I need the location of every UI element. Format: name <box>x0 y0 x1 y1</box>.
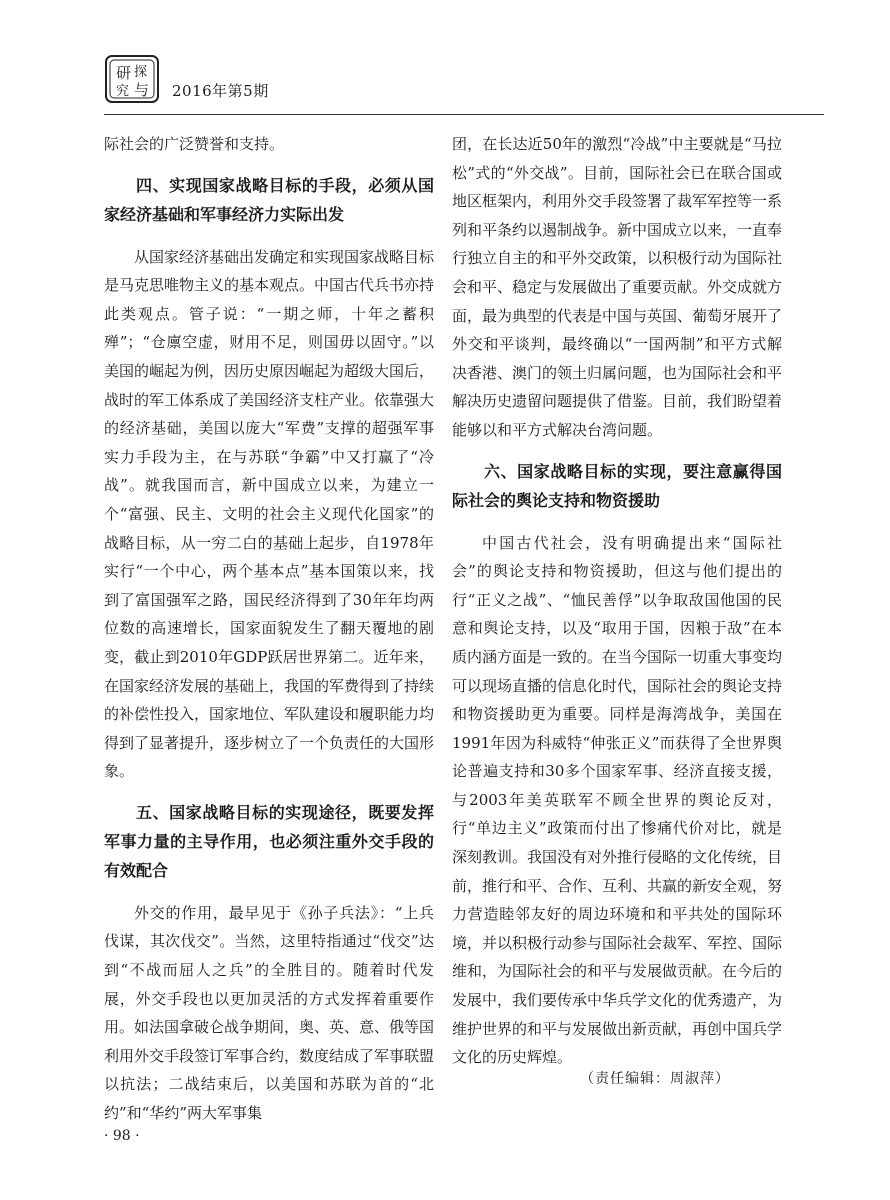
page-header <box>104 54 824 112</box>
paragraph: 外交的作用，最早见于《孙子兵法》：“上兵伐谋，其次伐交”。当然，这里特指通过“伐交”达到“不战而屈人之兵”的全胜目的。随着时代发展，外交手段也以更加灵活的方式发挥着重要作用。如法国拿破仑战争期间，奥、英、意、俄等国利用外交手段签订军事合约，数度结成了军事联盟以抗法；二战结束后，以美国和苏联为首的“北约”和“华约”两大军事集 <box>104 903 435 1123</box>
header-divider <box>104 114 824 115</box>
svg-text:研: 研 <box>116 64 132 82</box>
editor-credit: （责任编辑：周淑萍） <box>580 1071 730 1087</box>
issue-label: 2016年第5期 <box>172 82 269 100</box>
svg-text:究: 究 <box>116 84 130 99</box>
section-heading-4: 四、实现国家战略目标的手段，必须从国家经济基础和军事经济力实际出发 <box>104 175 434 224</box>
left-column <box>104 130 434 1128</box>
paragraph: 团，在长达近50年的激烈“冷战”中主要就是“马拉松”式的“外交战”。目前，国际社会已在联合国或地区框架内，利用外交手段签署了裁军军控等一系列和平条约以遏制战争。新中国成立以来，一直奉行独立自主的和平外交政策，以积极行动为国际社会和平、稳定与发展做出了重要贡献。外交成就方面，最为典型的代表是中国与英国、葡萄牙展开了外交和平谈判，最终确以“一国两制”和平方式解决香港、澳门的领土归属问题，也为国际社会和平解决历史遗留问题提供了借鉴。目前，我们盼望着能够以和平方式解决台湾问题。 <box>452 135 783 439</box>
paragraph: 从国家经济基础出发确定和实现国家战略目标是马克思唯物主义的基本观点。中国古代兵书亦持此类观点。管子说：“一期之师，十年之蓄积殚”；“仓廪空虚，财用不足，则国毋以固守。”以美国的崛起为例，因历史原因崛起为超级大国后，战时的军工体系成了美国经济支柱产业。依靠强大的经济基础，美国以庞大“军费”支撑的超强军事实力手段为主，在与苏联“争霸”中又打赢了“冷战”。就我国而言，新中国成立以来，为建立一个“富强、民主、文明的社会主义现代化国家”的战略目标，从一穷二白的基础上起步，自1978年实行“一个中心，两个基本点”基本国策以来，找到了富国强军之路，国民经济得到了30年年均两位数的高速增长，国家面貌发生了翻天覆地的剧变，截止到2010年GDP跃居世界第二。近年来，在国家经济发展的基础上，我国的军费得到了持续的补偿性投入，国家地位、军队建设和履职能力均得到了显著提升，逐步树立了一个负责任的大国形象。 <box>104 247 435 781</box>
page-number: · 98 · <box>104 1128 140 1144</box>
paragraph: 际社会的广泛赞誉和支持。 <box>104 135 285 153</box>
section-heading-6: 六、国家战略目标的实现，要注意赢得国际社会的舆论支持和物资援助 <box>452 461 782 510</box>
svg-text:与: 与 <box>134 81 150 99</box>
journal-logo-icon <box>104 54 160 104</box>
section-heading-5: 五、国家战略目标的实现途径，既要发挥军事力量的主导作用，也必须注重外交手段的有效配合 <box>104 802 434 880</box>
right-column <box>452 130 782 1072</box>
svg-text:探: 探 <box>134 65 148 80</box>
paragraph: 中国古代社会，没有明确提出来“国际社会”的舆论支持和物资援助，但这与他们提出的行“正义之战”、“恤民善俘”以争取敌国他国的民意和舆论支持，以及“取用于国，因粮于敌”在本质内涵方面是一致的。在当今国际一切重大事变均可以现场直播的信息化时代，国际社会的舆论支持和物资援助更为重要。同样是海湾战争，美国在1991年因为科威特“伸张正义”而获得了全世界舆论普遍支持和30多个国家军事、经济直接支援，与2003年美英联军不顾全世界的舆论反对，行“单边主义”政策而付出了惨痛代价对比，就是深刻教训。我国没有对外推行侵略的文化传统，目前，推行和平、合作、互利、共赢的新安全观，努力营造睦邻友好的周边环境和和平共处的国际环境，并以积极行动参与国际社会裁军、军控、国际维和，为国际社会的和平与发展做贡献。在今后的发展中，我们要传承中华兵学文化的优秀遗产，为维护世界的和平与发展做出新贡献，再创中国兵学文化的历史辉煌。 <box>452 533 783 1067</box>
